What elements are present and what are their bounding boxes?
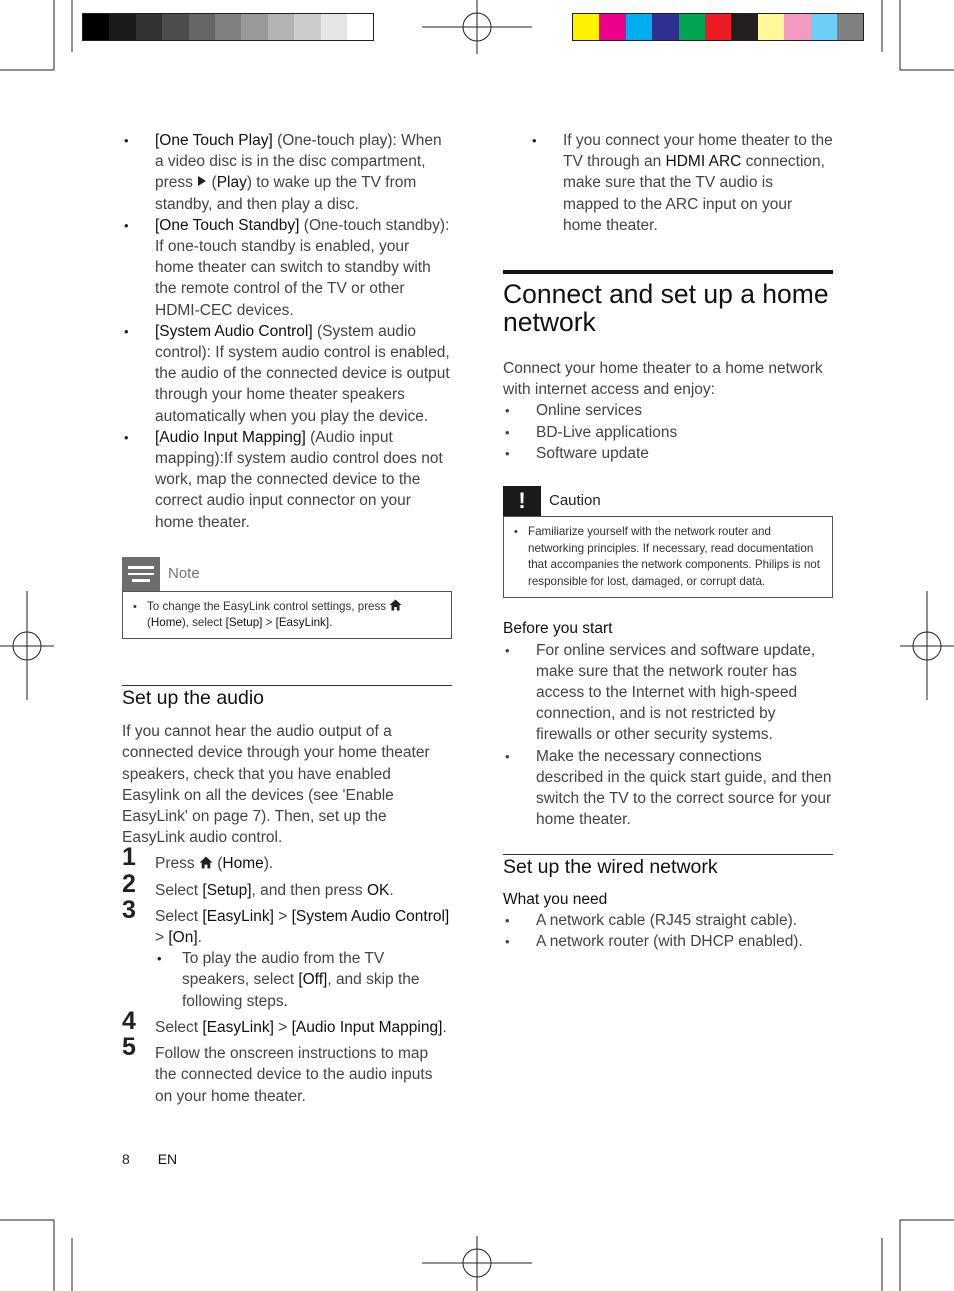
color-swatch (268, 14, 294, 40)
language-code: EN (157, 1151, 178, 1167)
network-benefits-list (503, 400, 833, 464)
list-item: • A network router (with DHCP enabled). (503, 931, 833, 952)
section-heading-setup-audio: Set up the audio (122, 685, 452, 709)
before-you-start-title: Before you start (503, 620, 613, 638)
list-item: • For online services and software update, make sure that the network router has access to the Internet with high-speed connection, and is not restricted by firewalls or other security systems. (503, 640, 833, 746)
color-swatch (599, 14, 625, 40)
step-1: 1 Press (Home). (122, 843, 274, 873)
color-swatch (837, 14, 863, 40)
color-swatch (136, 14, 162, 40)
list-item: • Software update (503, 443, 833, 464)
list-item: • [One Touch Standby] (One-touch standby): If one-touch standby is enabled, your home theater can switch to standby with the remote control of the TV or other HDMI-CEC devices. (122, 215, 452, 321)
color-swatch (705, 14, 731, 40)
process-color-bar (572, 13, 864, 41)
grayscale-color-bar (82, 13, 374, 41)
color-swatch (215, 14, 241, 40)
left-column (122, 130, 452, 1107)
section-heading-wired-network: Set up the wired network (503, 854, 833, 878)
note-icon (122, 557, 160, 591)
list-item: • [System Audio Control] (System audio control): If system audio control is enabled, the audio of the connected device is output through your home theater speakers automatically when you play the device. (122, 321, 452, 427)
color-swatch (294, 14, 320, 40)
note-label: Note (168, 565, 200, 583)
note-box (122, 557, 452, 639)
step-4: 4 Select [EasyLink] > [Audio Input Mapping]. (122, 1006, 447, 1036)
step-5: 5 Follow the onscreen instructions to map the connected device to the audio inputs on your home theater. (122, 1033, 433, 1105)
home-icon (199, 856, 213, 869)
color-swatch (731, 14, 757, 40)
before-you-start-list (503, 640, 833, 831)
setup-audio-intro: If you cannot hear the audio output of a connected device through your home theater speakers, check that you have enabled Easylink on all the devices (see 'Enable EasyLink' on page 7). Then, set up the EasyLink audio control. (122, 723, 430, 847)
exclamation-icon: ! (503, 486, 541, 516)
step-2: 2 Select [Setup], and then press OK. (122, 869, 394, 899)
what-you-need-list (503, 910, 833, 952)
play-icon (197, 175, 207, 187)
color-swatch (241, 14, 267, 40)
list-item: • BD-Live applications (503, 422, 833, 443)
list-item: • [One Touch Play] (One-touch play): When a video disc is in the disc compartment, press (Play) to wake up the TV from standby, and then play a disc. (122, 130, 452, 215)
list-item: • Online services (503, 400, 833, 421)
what-you-need-title: What you need (503, 890, 608, 908)
caution-box (503, 486, 833, 598)
color-swatch (573, 14, 599, 40)
easylink-feature-list (122, 130, 452, 533)
note-text: • To change the EasyLink control settings, press (Home), select [Setup] > [EasyLink]. (131, 599, 443, 632)
page-footer (122, 1149, 177, 1170)
color-swatch (109, 14, 135, 40)
network-intro: Connect your home theater to a home network with internet access and enjoy: (503, 360, 823, 399)
sub-list-item: • To play the audio from the TV speakers, select [Off], and skip the following steps. (155, 948, 452, 1012)
list-item: • Make the necessary connections described in the quick start guide, and then switch the TV to the correct source for your home theater. (503, 746, 833, 831)
color-swatch (679, 14, 705, 40)
color-swatch (321, 14, 347, 40)
page-number: 8 (122, 1151, 130, 1167)
right-column (503, 130, 833, 952)
color-swatch (652, 14, 678, 40)
section-heading-home-network: Connect and set up a home network (503, 270, 833, 336)
color-swatch (758, 14, 784, 40)
color-swatch (626, 14, 652, 40)
list-item: • [Audio Input Mapping] (Audio input mapping):If system audio control does not work, map the connected device to the correct audio input connector on your home theater. (122, 427, 452, 533)
color-swatch (83, 14, 109, 40)
caution-text: • Familiarize yourself with the network router and networking principles. If necessary, read documentation that accompanies the network components. Philips is not responsible for lost, damaged, or corrupt data. (512, 524, 824, 590)
step-3: 3 Select [EasyLink] > [System Audio Control] > [On]. • To play the audio from the TV speakers, select [Off], and skip the following steps. (122, 906, 452, 1012)
list-item: • A network cable (RJ45 straight cable). (503, 910, 833, 931)
color-swatch (811, 14, 837, 40)
caution-label: Caution (549, 492, 601, 510)
color-swatch (162, 14, 188, 40)
color-swatch (347, 14, 373, 40)
color-swatch (784, 14, 810, 40)
setup-audio-steps (122, 843, 452, 1106)
home-icon (389, 599, 402, 611)
list-item: • If you connect your home theater to the TV through an HDMI ARC connection, make sure that the TV audio is mapped to the ARC input on your home theater. (530, 130, 833, 236)
color-swatch (189, 14, 215, 40)
